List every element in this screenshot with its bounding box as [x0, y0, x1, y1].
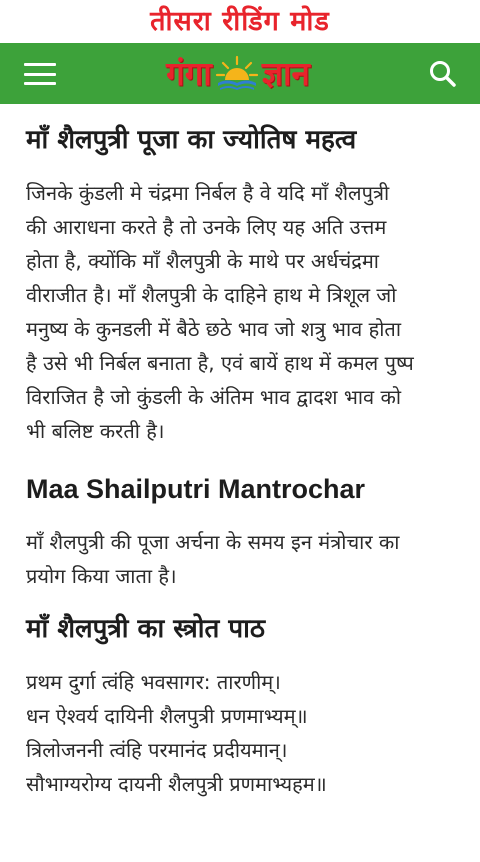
verse-line: धन ऐश्वर्य दायिनी शैलपुत्री प्रणमाभ्यम्॥: [26, 703, 308, 728]
reading-mode-banner: [0, 0, 480, 43]
paragraph-line: वीराजीत है। माँ शैलपुत्री के दाहिने हाथ मे त्रिशूल जो: [26, 282, 397, 307]
paragraph-mantrochar: [26, 525, 452, 593]
logo-text-ganga: गंगा: [166, 53, 212, 93]
verse-line: सौभाग्यरोग्य दायनी शैलपुत्री प्रणमाभ्यहम॥: [26, 771, 327, 796]
paragraph-line: विराजित है जो कुंडली के अंतिम भाव द्वादश भाव को: [26, 384, 402, 409]
reading-mode-label: तीसरा रीडिंग मोड: [150, 6, 330, 37]
paragraph-line: की आराधना करते है तो उनके लिए यह अति उत्तम: [26, 214, 387, 239]
paragraph-line: भी बलिष्ट करती है।: [26, 418, 165, 443]
paragraph-jyotish: [26, 176, 452, 448]
paragraph-line: मनुष्य के कुनडली में बैठे छठे भाव जो शत्रु भाव होता: [26, 316, 401, 341]
paragraph-line: जिनके कुंडली मे चंद्रमा निर्बल है वे यदि माँ शैलपुत्री: [26, 180, 390, 205]
paragraph-line: होता है, क्योंकि माँ शैलपुत्री के माथे पर अर्धचंद्रमा: [26, 248, 379, 273]
sun-logo-icon: [214, 53, 260, 93]
app-bar: [0, 43, 480, 104]
section-heading-jyotish: माँ शैलपुत्री पूजा का ज्योतिष महत्व: [26, 125, 357, 155]
hamburger-menu-icon[interactable]: [24, 59, 64, 89]
stotra-verses: [26, 665, 452, 801]
paragraph-line: माँ शैलपुत्री की पूजा अर्चना के समय इन मंत्रोचार का: [26, 529, 400, 554]
search-icon[interactable]: [426, 57, 460, 91]
verse-line: त्रिलोजननी त्वंहि परमानंद प्रदीयमान्।: [26, 737, 288, 762]
site-logo[interactable]: [118, 45, 358, 101]
verse-line: प्रथम दुर्गा त्वंहि भवसागर: तारणीम्।: [26, 669, 281, 694]
article-content: [0, 124, 480, 801]
paragraph-line: है उसे भी निर्बल बनाता है, एवं बायें हाथ में कमल पुष्प: [26, 350, 414, 375]
section-heading-mantrochar: Maa Shailputri Mantrochar: [26, 473, 366, 504]
paragraph-line: प्रयोग किया जाता है।: [26, 563, 177, 588]
logo-text-gyan: ज्ञान: [261, 53, 310, 93]
section-heading-stotra: माँ शैलपुत्री का स्त्रोत पाठ: [26, 613, 265, 644]
